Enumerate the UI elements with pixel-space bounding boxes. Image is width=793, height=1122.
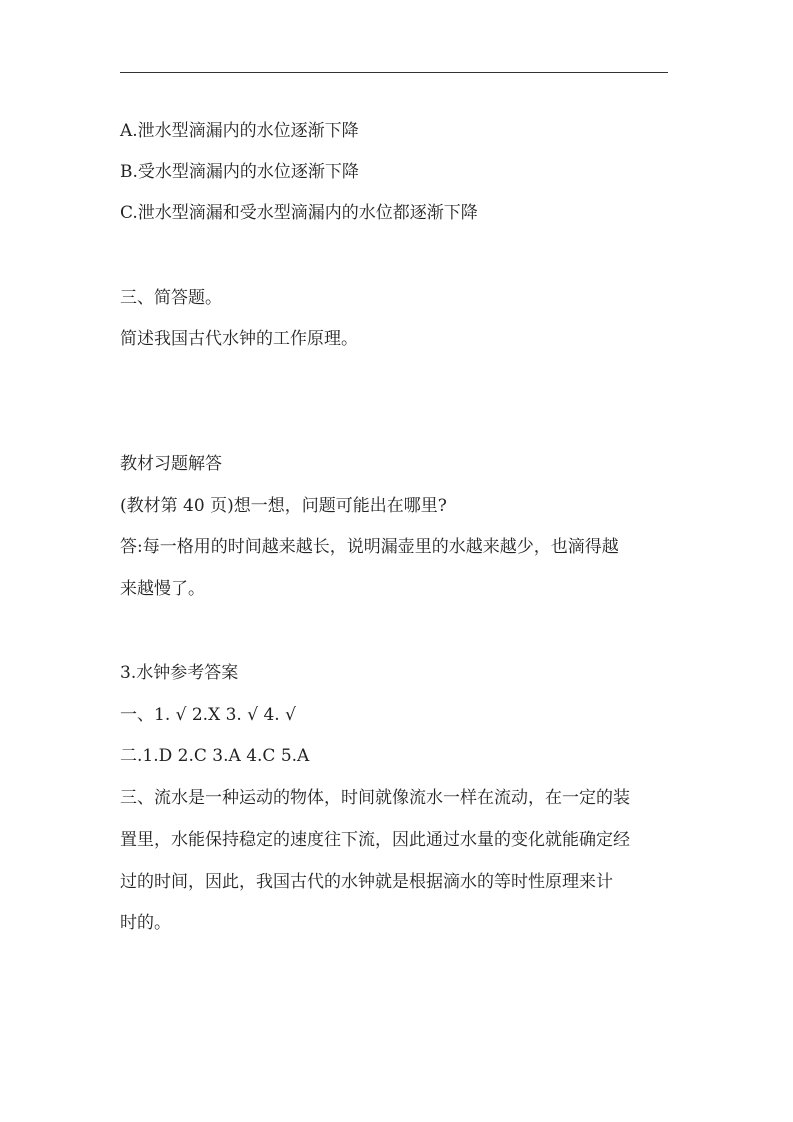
- textbook-answer-line-1: 答:每一格用的时间越来越长，说明漏壶里的水越来越少，也滴得越: [120, 537, 619, 557]
- answers-part-2: 二.1.D 2.C 3.A 4.C 5.A: [120, 746, 310, 766]
- section-3-question: 简述我国古代水钟的工作原理。: [120, 329, 358, 349]
- answers-part-3-line-4: 时的。: [120, 913, 171, 933]
- textbook-answer-line-2: 来越慢了。: [120, 579, 205, 599]
- option-c: C.泄水型滴漏和受水型滴漏内的水位都逐渐下降: [120, 203, 478, 223]
- answers-part-3-line-3: 过的时间，因此，我国古代的水钟就是根据滴水的等时性原理来计: [120, 872, 613, 892]
- answers-part-3-line-1: 三、流水是一种运动的物体，时间就像流水一样在流动，在一定的装: [120, 788, 630, 808]
- textbook-heading: 教材习题解答: [120, 454, 222, 474]
- section-3-heading: 三、简答题。: [120, 288, 222, 308]
- answers-part-1: 一、1. √ 2.X 3. √ 4. √: [120, 705, 296, 725]
- answers-heading: 3.水钟参考答案: [120, 663, 239, 683]
- answers-part-3-line-2: 置里，水能保持稳定的速度往下流，因此通过水量的变化就能确定经: [120, 830, 630, 850]
- option-a: A.泄水型滴漏内的水位逐渐下降: [120, 121, 359, 141]
- header-rule: [120, 72, 668, 73]
- textbook-question: (教材第 40 页)想一想，问题可能出在哪里?: [120, 496, 447, 516]
- option-b: B.受水型滴漏内的水位逐渐下降: [120, 162, 359, 182]
